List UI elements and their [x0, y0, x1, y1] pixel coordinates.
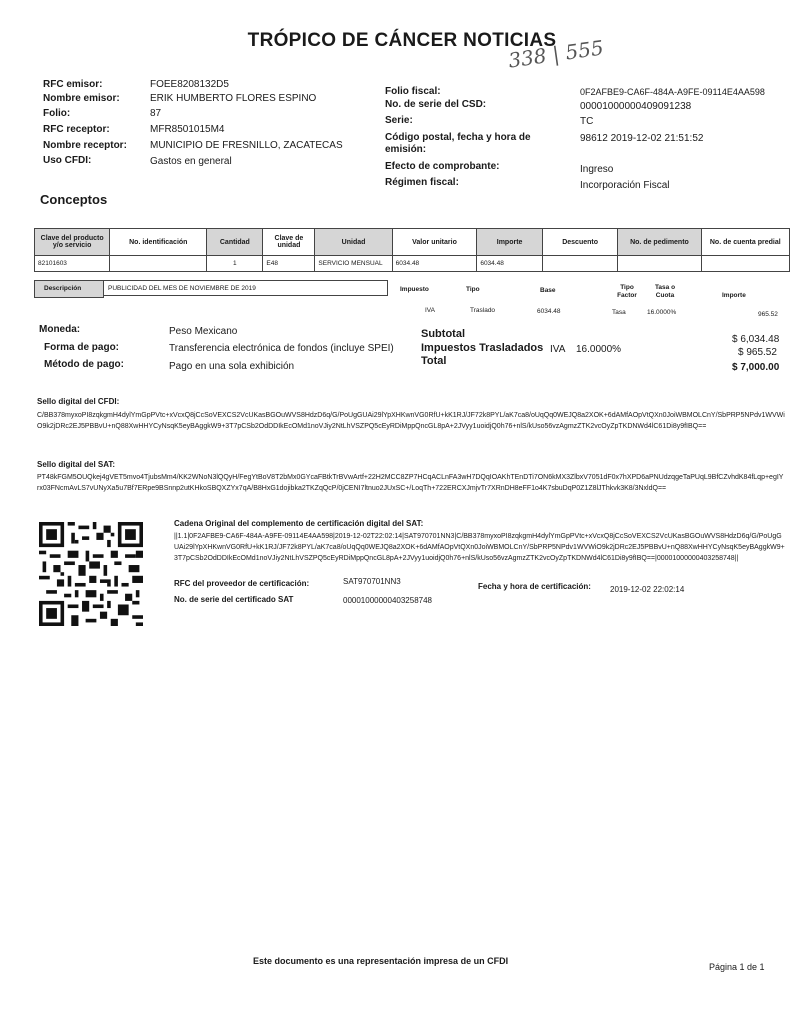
subtotal-label: Subtotal — [421, 328, 465, 340]
concepts-table — [34, 228, 790, 272]
impuestos-cell: 6034.48 — [537, 308, 561, 315]
table-header: Clave del producto y/o servicio — [35, 229, 110, 256]
impuestos-header: Tasa o Cuota — [654, 284, 676, 299]
rfc-emisor-label: RFC emisor: — [43, 79, 103, 90]
forma-pago-value: Transferencia electrónica de fondos (incluye SPEI) — [169, 343, 394, 354]
impuestos-cell: Tasa — [612, 309, 626, 316]
serie-label: Serie: — [385, 115, 413, 126]
nombre-emisor-value: ERIK HUMBERTO FLORES ESPINO — [150, 93, 317, 104]
impuestos-value: $ 965.52 — [738, 347, 777, 358]
nombre-emisor-label: Nombre emisor: — [43, 93, 120, 104]
table-header: No. de pedimento — [618, 229, 701, 256]
serie-value: TC — [580, 116, 594, 127]
serie-certificado-label: No. de serie del certificado SAT — [174, 595, 294, 604]
impuestos-header: Importe — [722, 292, 746, 299]
descripcion-label: Descripción — [44, 285, 82, 292]
regimen-label: Régimen fiscal: — [385, 177, 459, 188]
table-header: Unidad — [315, 229, 392, 256]
table-row — [35, 256, 790, 272]
nombre-receptor-label: Nombre receptor: — [43, 140, 127, 151]
impuestos-cell: Traslado — [470, 307, 496, 314]
total-label: Total — [421, 355, 447, 367]
table-cell: 6034.48 — [392, 256, 477, 272]
nombre-receptor-value: MUNICIPIO DE FRESNILLO, ZACATECAS — [150, 140, 343, 151]
metodo-pago-value: Pago en una sola exhibición — [169, 361, 295, 372]
table-cell: 6034.48 — [477, 256, 543, 272]
serie-csd-value: 00001000000409091238 — [580, 101, 692, 112]
fecha-certificacion-label: Fecha y hora de certificación: — [478, 582, 591, 591]
table-cell — [618, 256, 701, 272]
fecha-certificacion-value: 2019-12-02 22:02:14 — [610, 585, 685, 594]
uso-cfdi-label: Uso CFDI: — [43, 155, 92, 166]
impuestos-cell: 965.52 — [758, 311, 778, 318]
table-cell: 82101603 — [35, 256, 110, 272]
impuestos-cell: IVA — [425, 307, 435, 314]
table-header: No. de cuenta predial — [701, 229, 789, 256]
metodo-pago-label: Método de pago: — [44, 359, 124, 370]
efecto-value: Ingreso — [580, 164, 614, 175]
forma-pago-label: Forma de pago: — [44, 342, 120, 353]
total-value: $ 7,000.00 — [732, 362, 780, 373]
page-number: Página 1 de 1 — [709, 962, 765, 972]
cadena-original-label: Cadena Original del complemento de certificación digital del SAT: — [174, 519, 424, 528]
serie-csd-label: No. de serie del CSD: — [385, 99, 487, 110]
folio-fiscal-value: 0F2AFBE9-CA6F-484A-A9FE-09114E4AA598 — [580, 87, 765, 97]
subtotal-value: $ 6,034.48 — [732, 334, 780, 345]
table-cell — [110, 256, 207, 272]
table-header: Cantidad — [207, 229, 263, 256]
impuestos-header: Base — [540, 287, 556, 294]
rfc-proveedor-value: SAT970701NN3 — [343, 577, 401, 586]
uso-cfdi-value: Gastos en general — [150, 156, 232, 167]
table-cell: 1 — [207, 256, 263, 272]
cp-fecha-label-1: Código postal, fecha y hora de — [385, 132, 531, 143]
efecto-label: Efecto de comprobante: — [385, 161, 500, 172]
table-header: Clave de unidad — [263, 229, 315, 256]
conceptos-heading: Conceptos — [40, 192, 108, 207]
table-header: Valor unitario — [392, 229, 477, 256]
cadena-original-value: ||1.1|0F2AFBE9-CA6F-484A-A9FE-09114E4AA598|2019-12-02T22:02:14|SAT970701NN3|C/BB378myxoPI8zqkgmH4dylYmGpPVtc+xVcxQ8jCcSoVEXCS2VcUKasBGOuWVS8HdzD6q/G/PoUgGUAi29lYpXHKwnVG0RfU+kK1RJ/JF72k8PYL/aK7ca8/oUqQq0WEJQ8a2XOK+6dAMfAOpVtQXn0JoiWBMOLCnY/SbPRP5NPdv1WVWiO9k2jDRc2EJ5PBBvU+nQ88XwHHYCyNsqK5eyBAggkW9+3T7pCSb2OdDDIkEcOMd1noVJiy2NtLhVSZPQ5cEyRDiMppQncGL8pA+2JVyy1uoidjQ0h76+nlS/kUso56vzAgmzZTK2vcOyZpTKDNWd4lC61Di8y9fIBQ==|00001000000403258748|| — [174, 533, 785, 562]
table-cell: SERVICIO MENSUAL — [315, 256, 392, 272]
cp-fecha-value: 98612 2019-12-02 21:51:52 — [580, 133, 704, 144]
sello-cfdi-value: C/BB378myxoPI8zqkgmH4dylYmGpPVtc+xVcxQ8jCcSoVEXCS2VcUKasBGOuWVS8HdzD6q/G/PoUgGUAi29lYpXHKwnVG0RfU+kK1RJ/JF72k8PYL/aK7ca8/oUqQq0WEJQ8a2XOK+6dAMfAOpVtQXn0JoiWBMOLCnY/SbPRP5NPdv1WVWiO9k2jDRc2EJ5PBBvU+nQ88XwHHYCyNsqK5eyBAggkW9+3T7pCSb2OdDDIkEcOMd1noVJiy2NtLhVSZPQ5cEyRDiMppQncGL8pA+2JVyy1uoidjQ0h76+nlS/kUso56vzAgmzZTK2vcOyZpTKDNWd4lC61Di8y9fIBQ== — [37, 412, 785, 430]
table-header: Importe — [477, 229, 543, 256]
impuestos-header: Tipo — [466, 286, 480, 293]
rfc-proveedor-label: RFC del proveedor de certificación: — [174, 579, 310, 588]
table-cell — [542, 256, 618, 272]
table-cell — [701, 256, 789, 272]
sello-sat-value: PT48kFGM5OUQkej4gVET5mvo4TjubsMm4/KK2WNoN3lQQyH/FegYtBoV8T2bMx0GYcaFBtkTrBVwArtf+22H2MCC8ZP7HCqACLnFA3wH7DQqIOAKhTEnDTi7ON6kMX3ZlbxV7051dF0x7hXPD6aPNUdzqgeTaPUqL9BfCZvhdK84fLqp+egIYrx03FNcmAvLS7vUNyXa5u7Bf7ERpe9BSnnp2utKHkoSBQXZYx7qA/B8HxG1dojibka2TKZqQcP/0jCENI7ltnuo2JUxSC+/LoqTh+722ERCXJmjvTr7XRnDH8eFF1o4K7sbuDqP0Z1Z8lJThkvk3K8/3NxldQ== — [37, 474, 784, 492]
impuestos-header: Impuesto — [400, 286, 429, 293]
impuestos-tipo: IVA — [550, 344, 566, 355]
cp-fecha-label-2: emisión: — [385, 144, 427, 155]
impuestos-cell: 16.0000% — [647, 309, 677, 316]
regimen-value: Incorporación Fiscal — [580, 180, 670, 191]
table-header: No. identificación — [110, 229, 207, 256]
rfc-receptor-value: MFR8501015M4 — [150, 124, 225, 135]
impuestos-tasa: 16.0000% — [576, 344, 622, 355]
rfc-emisor-value: FOEE8208132D5 — [150, 79, 229, 90]
table-cell: E48 — [263, 256, 315, 272]
qr-code-icon — [39, 522, 143, 626]
folio-fiscal-label: Folio fiscal: — [385, 86, 441, 97]
impuestos-trasladados-label: Impuestos Trasladados — [421, 342, 544, 354]
folio-label: Folio: — [43, 108, 71, 119]
rfc-receptor-label: RFC receptor: — [43, 124, 110, 135]
handwritten-note: 338 | 555 — [506, 35, 606, 73]
document-title: TRÓPICO DE CÁNCER NOTICIAS — [247, 30, 557, 51]
impuestos-header: Tipo Factor — [617, 284, 637, 299]
folio-value: 87 — [150, 108, 162, 119]
sello-sat-label: Sello digital del SAT: — [37, 460, 116, 469]
moneda-label: Moneda: — [39, 324, 81, 335]
footer-text: Este documento es una representación impresa de un CFDI — [253, 956, 509, 966]
descripcion-value: PUBLICIDAD DEL MES DE NOVIEMBRE DE 2019 — [108, 285, 256, 292]
sello-cfdi-label: Sello digital del CFDI: — [37, 397, 120, 406]
moneda-value: Peso Mexicano — [169, 326, 238, 337]
serie-certificado-value: 00001000000403258748 — [343, 596, 432, 605]
table-header: Descuento — [542, 229, 618, 256]
